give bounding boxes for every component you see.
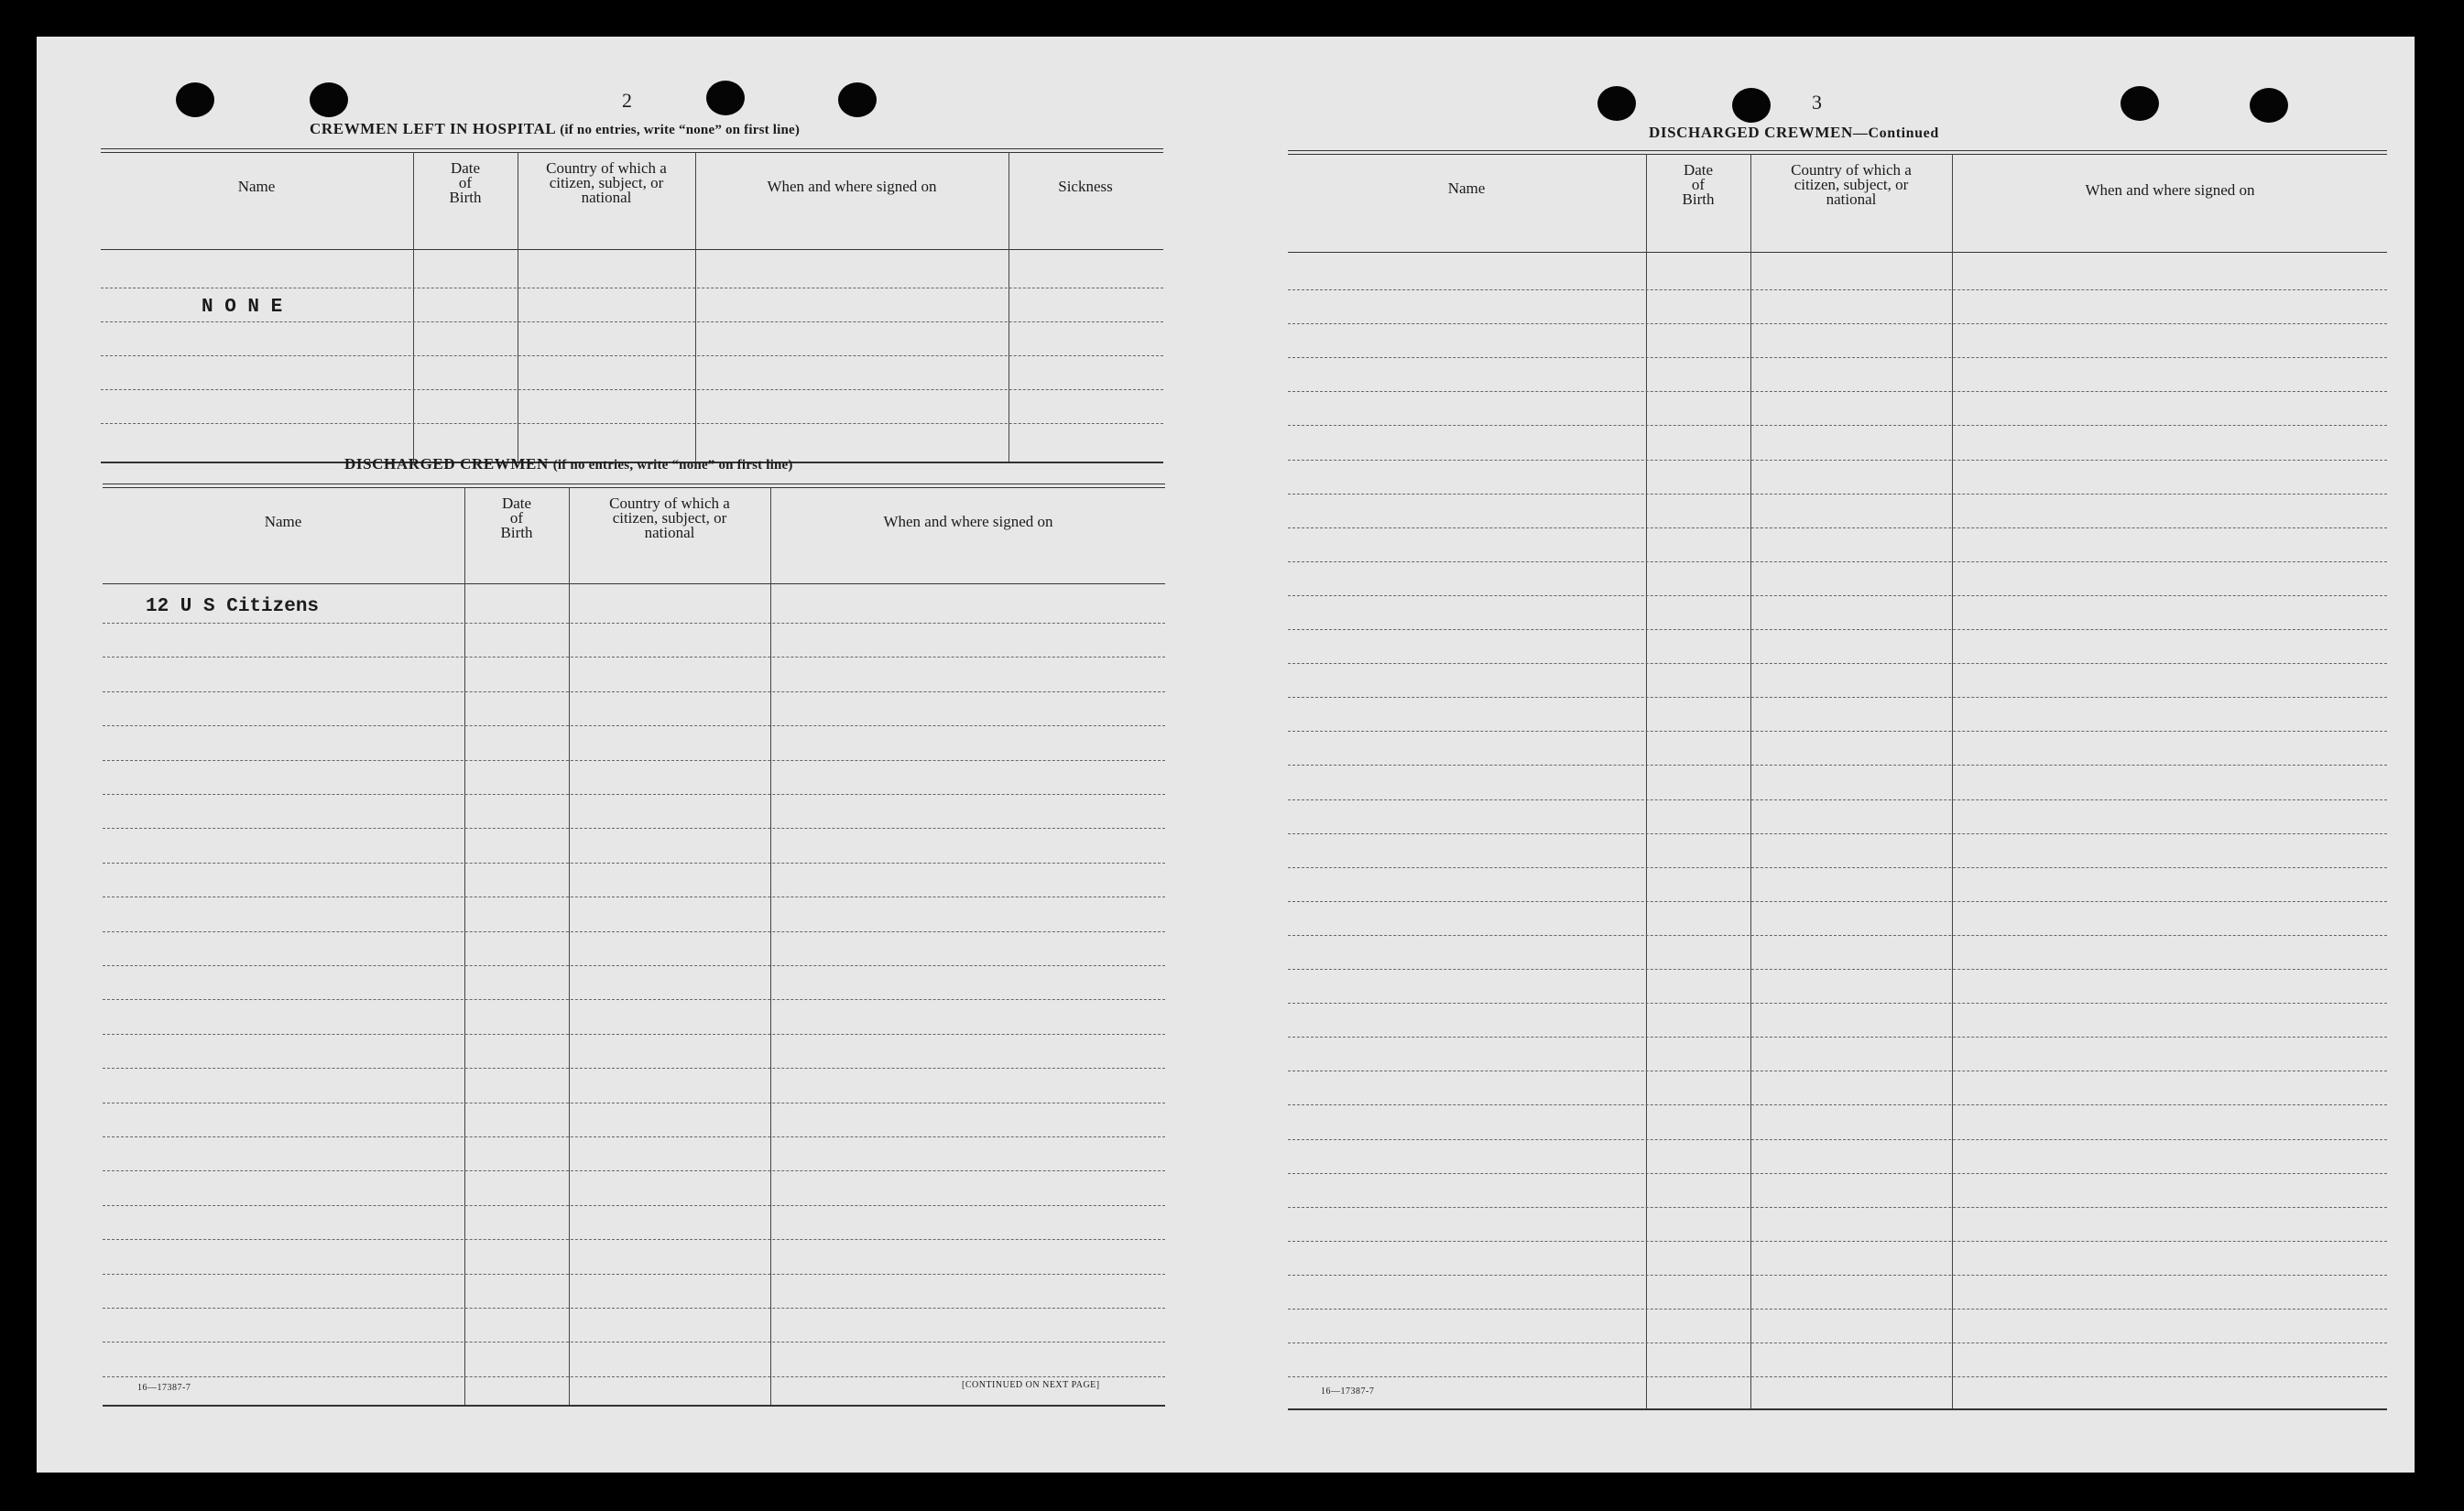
column-header-date-of-birth: Date of Birth [1682, 161, 1715, 208]
row-line [1288, 460, 2387, 461]
row-line [1288, 1207, 2387, 1208]
column-header-country: Country of which a citizen, subject, or national [609, 495, 730, 541]
section-title-text: DISCHARGED CREWMEN [1649, 124, 1853, 141]
row-line [103, 1308, 1165, 1309]
punch-hole [1597, 86, 1636, 121]
row-line [1288, 697, 2387, 698]
row-line [1288, 935, 2387, 936]
row-line [101, 423, 1163, 424]
row-line [101, 321, 1163, 322]
discharged-table-continued [1288, 150, 2387, 1414]
row-line [1288, 425, 2387, 426]
row-line [1288, 1275, 2387, 1276]
punch-hole [310, 82, 348, 117]
section-title-text: DISCHARGED CREWMEN [344, 455, 549, 473]
row-line [103, 1205, 1165, 1206]
row-line [103, 623, 1165, 624]
row-line [103, 999, 1165, 1000]
column-header-name: Name [264, 513, 302, 530]
row-line [1288, 289, 2387, 290]
row-line [101, 389, 1163, 390]
column-header-country: Country of which a citizen, subject, or national [1791, 161, 1912, 208]
section-title [310, 120, 800, 138]
row-line [1288, 595, 2387, 596]
hospital-entry: N O N E [202, 297, 283, 318]
row-line [1288, 1139, 2387, 1140]
row-line [1288, 561, 2387, 562]
column-divider [695, 152, 696, 463]
section-continued: —Continued [1852, 125, 1939, 141]
row-line [103, 1034, 1165, 1035]
section-note: (if no entries, write “none” on first line) [552, 458, 793, 473]
punch-hole [176, 82, 214, 117]
table-rule [101, 148, 1163, 149]
row-line [1288, 1309, 2387, 1310]
punch-hole [2250, 88, 2288, 123]
row-line [1288, 357, 2387, 358]
row-line [1288, 1104, 2387, 1105]
row-line [1288, 323, 2387, 324]
row-line [103, 931, 1165, 932]
row-line [1288, 799, 2387, 800]
row-line [103, 863, 1165, 864]
table-bottom-rule [1288, 1408, 2387, 1410]
row-line [1288, 1173, 2387, 1174]
row-line [1288, 731, 2387, 732]
table-rule [101, 152, 1163, 153]
document-sheet [37, 37, 2415, 1473]
row-line [1288, 494, 2387, 495]
discharged-table [103, 484, 1165, 1408]
form-number: 16—17387-7 [1321, 1386, 1375, 1397]
punch-hole [1732, 88, 1771, 123]
row-line [103, 1274, 1165, 1275]
page-number: 2 [622, 89, 632, 112]
row-line [1288, 1037, 2387, 1038]
row-lines [103, 484, 1165, 1408]
column-header-when-where: When and where signed on [767, 178, 937, 195]
table-bottom-rule [103, 1405, 1165, 1407]
row-line [103, 1068, 1165, 1069]
row-line [101, 355, 1163, 356]
row-line [103, 760, 1165, 761]
row-line [1288, 663, 2387, 664]
row-line [1288, 765, 2387, 766]
row-line [1288, 629, 2387, 630]
column-header-when-where: When and where signed on [883, 513, 1053, 530]
column-header-date-of-birth: Date of Birth [449, 159, 482, 206]
row-line [1288, 527, 2387, 528]
form-number: 16—17387-7 [137, 1383, 191, 1393]
header-rule [101, 249, 1163, 250]
column-divider [413, 152, 414, 463]
section-title [344, 455, 793, 473]
row-line [1288, 867, 2387, 868]
row-line [1288, 1376, 2387, 1377]
punch-hole [838, 82, 877, 117]
row-line [103, 725, 1165, 726]
row-line [103, 828, 1165, 829]
row-line [103, 1170, 1165, 1171]
continued-note: [CONTINUED ON NEXT PAGE] [962, 1380, 1100, 1390]
column-header-name: Name [1447, 179, 1486, 197]
punch-hole [2121, 86, 2159, 121]
row-line [103, 965, 1165, 966]
row-line [103, 794, 1165, 795]
column-header-sickness: Sickness [1058, 178, 1113, 195]
discharged-entry: 12 U S Citizens [146, 596, 320, 617]
section-title [1649, 124, 1939, 142]
row-line [1288, 1241, 2387, 1242]
column-header-name: Name [237, 178, 276, 195]
column-header-when-where: When and where signed on [2085, 181, 2255, 199]
page-number: 3 [1812, 91, 1822, 114]
column-header-date-of-birth: Date of Birth [500, 495, 533, 541]
row-line [103, 1342, 1165, 1343]
punch-hole [706, 81, 745, 115]
row-line [1288, 833, 2387, 834]
section-title-text: CREWMEN LEFT IN HOSPITAL [310, 120, 556, 137]
row-line [1288, 1003, 2387, 1004]
row-line [103, 1136, 1165, 1137]
column-divider [1008, 152, 1009, 463]
row-line [103, 1376, 1165, 1377]
row-line [1288, 391, 2387, 392]
row-line [103, 657, 1165, 658]
row-line [1288, 969, 2387, 970]
row-lines [1288, 150, 2387, 1414]
section-note: (if no entries, write “none” on first line) [560, 123, 801, 137]
column-header-country: Country of which a citizen, subject, or national [546, 159, 667, 206]
row-line [103, 1239, 1165, 1240]
hospital-table [101, 148, 1163, 464]
row-line [1288, 901, 2387, 902]
row-line [103, 691, 1165, 692]
